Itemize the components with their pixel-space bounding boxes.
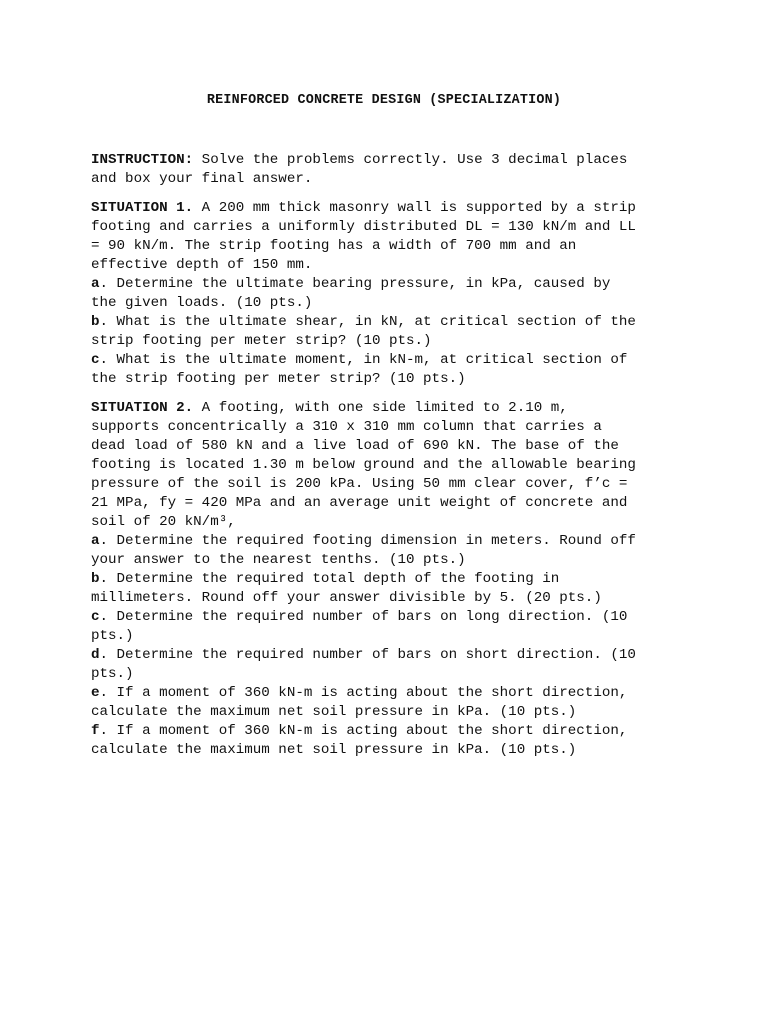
question-letter: c: [91, 352, 100, 368]
question-text: . What is the ultimate shear, in kN, at critical section of the: [99, 314, 636, 330]
question-text: . Determine the required total depth of the footing in: [99, 571, 560, 587]
situation-2-intro-line: pressure of the soil is 200 kPa. Using 50 mm clear cover, f’c =: [91, 476, 628, 492]
question-letter: f: [91, 723, 100, 739]
situation-2-intro-line: dead load of 580 kN and a live load of 690 kN. The base of the: [91, 438, 619, 454]
question-line: [91, 646, 681, 665]
question-letter: a: [91, 276, 100, 292]
question-line: the given loads. (10 pts.): [91, 295, 313, 311]
question-line: calculate the maximum net soil pressure in kPa. (10 pts.): [91, 742, 577, 758]
instruction-block: [91, 151, 681, 189]
situation-2-intro-line: soil of 20 kN/m³,: [91, 514, 236, 530]
instruction-line: [91, 151, 681, 170]
situation-2-intro-line: footing is located 1.30 m below ground and the allowable bearing: [91, 457, 636, 473]
situation-1-intro-line: effective depth of 150 mm.: [91, 257, 313, 273]
situation-2-intro-line: [91, 399, 681, 418]
question-text: . Determine the required number of bars on short direction. (10: [99, 647, 636, 663]
question-text: . Determine the required footing dimension in meters. Round off: [99, 533, 636, 549]
instruction-label: INSTRUCTION:: [91, 152, 194, 168]
question-line: pts.): [91, 628, 134, 644]
situation-2-intro-line: supports concentrically a 310 x 310 mm column that carries a: [91, 419, 602, 435]
question-line: [91, 722, 681, 741]
situation-2-intro-line: 21 MPa, fy = 420 MPa and an average unit weight of concrete and: [91, 495, 628, 511]
situation-2-label: SITUATION 2.: [91, 400, 194, 416]
question-line: [91, 275, 681, 294]
question-text: . If a moment of 360 kN-m is acting about the short direction,: [99, 685, 628, 701]
question-letter: e: [91, 685, 100, 701]
section-gap: [91, 189, 681, 199]
question-line: millimeters. Round off your answer divisible by 5. (20 pts.): [91, 590, 602, 606]
document-body: [91, 151, 681, 760]
question-line: pts.): [91, 666, 134, 682]
question-text: . Determine the ultimate bearing pressure, in kPa, caused by: [99, 276, 611, 292]
question-line: [91, 570, 681, 589]
question-letter: a: [91, 533, 100, 549]
question-letter: d: [91, 647, 100, 663]
question-line: [91, 351, 681, 370]
question-line: [91, 608, 681, 627]
question-text: . If a moment of 360 kN-m is acting about the short direction,: [99, 723, 628, 739]
situation-1-block: [91, 199, 681, 389]
question-line: your answer to the nearest tenths. (10 pts.): [91, 552, 466, 568]
situation-1-intro-line: footing and carries a uniformly distributed DL = 130 kN/m and LL: [91, 219, 636, 235]
situation-2-intro-text: A footing, with one side limited to 2.10 m,: [193, 400, 568, 416]
question-line: the strip footing per meter strip? (10 pts.): [91, 371, 466, 387]
question-letter: b: [91, 571, 100, 587]
situation-1-label: SITUATION 1.: [91, 200, 194, 216]
question-text: . What is the ultimate moment, in kN-m, at critical section of: [99, 352, 628, 368]
question-letter: b: [91, 314, 100, 330]
question-line: [91, 684, 681, 703]
situation-1-intro-line: [91, 199, 681, 218]
question-line: [91, 313, 681, 332]
situation-1-intro-text: A 200 mm thick masonry wall is supported by a strip: [193, 200, 636, 216]
question-line: [91, 532, 681, 551]
instruction-line: and box your final answer.: [91, 171, 313, 187]
instruction-text: Solve the problems correctly. Use 3 decimal places: [193, 152, 628, 168]
situation-2-block: [91, 399, 681, 760]
question-letter: c: [91, 609, 100, 625]
question-text: . Determine the required number of bars on long direction. (10: [99, 609, 628, 625]
situation-1-intro-line: = 90 kN/m. The strip footing has a width of 700 mm and an: [91, 238, 577, 254]
question-line: strip footing per meter strip? (10 pts.): [91, 333, 432, 349]
document-title: REINFORCED CONCRETE DESIGN (SPECIALIZATION): [206, 93, 562, 108]
question-line: calculate the maximum net soil pressure in kPa. (10 pts.): [91, 704, 577, 720]
section-gap: [91, 389, 681, 399]
